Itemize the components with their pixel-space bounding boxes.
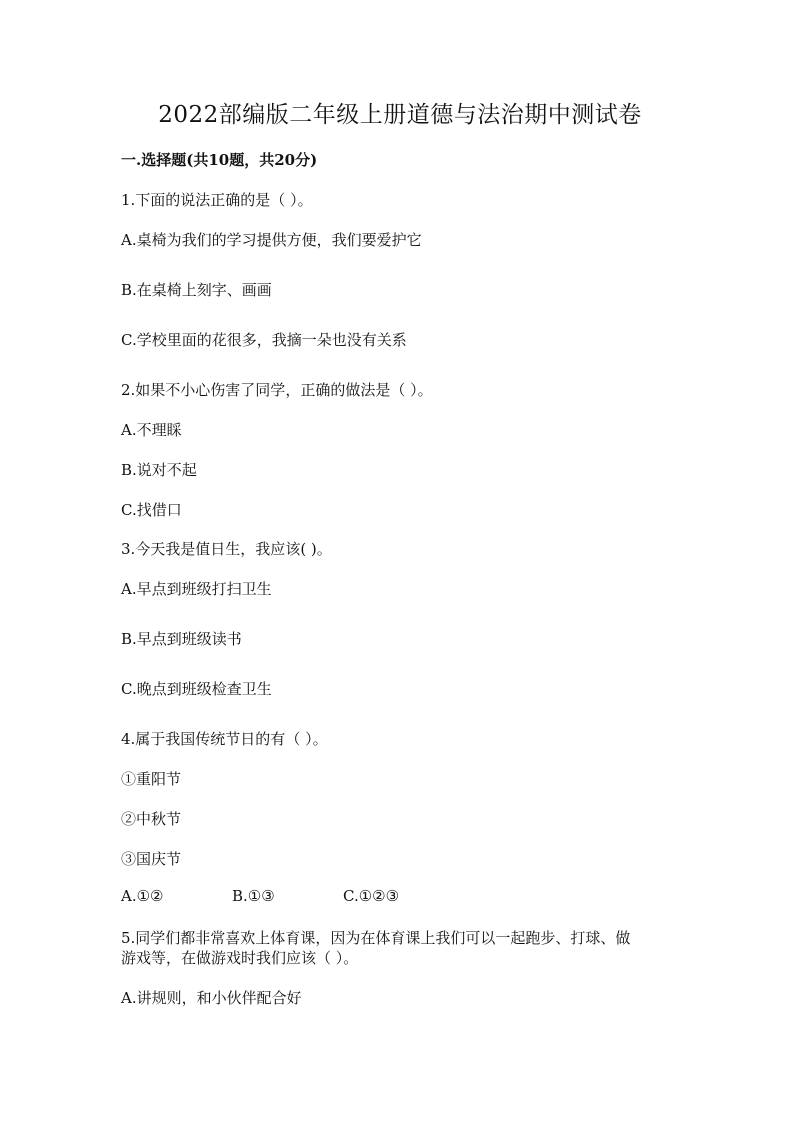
question-3-option-b: B.早点到班级读书 (121, 630, 242, 648)
question-4-option-b: B.①③ (232, 887, 275, 905)
question-4-stem: 4.属于我国传统节日的有（ ）。 (121, 730, 328, 748)
question-4-item-3: ③国庆节 (121, 850, 182, 868)
question-2-option-b: B.说对不起 (121, 461, 197, 479)
question-1-option-c: C.学校里面的花很多，我摘一朵也没有关系 (121, 331, 407, 349)
question-4-options (121, 887, 399, 905)
question-4-item-2: ②中秋节 (121, 810, 182, 828)
page-title: 2022部编版二年级上册道德与法治期中测试卷 (158, 102, 642, 128)
question-4-item-1: ①重阳节 (121, 770, 182, 788)
question-4-option-a: A.①② (121, 887, 164, 905)
question-2-stem: 2.如果不小心伤害了同学，正确的做法是（ ）。 (121, 381, 433, 399)
section-heading: 一.选择题(共10题，共20分) (121, 151, 318, 169)
question-3-stem: 3.今天我是值日生，我应该( )。 (121, 540, 332, 558)
question-5-stem-line-1: 5.同学们都非常喜欢上体育课，因为在体育课上我们可以一起跑步、打球、做 (121, 929, 631, 947)
question-2-option-c: C.找借口 (121, 501, 182, 519)
question-4-option-c: C.①②③ (343, 887, 400, 905)
question-2-option-a: A.不理睬 (121, 421, 182, 439)
question-5-option-a: A.讲规则，和小伙伴配合好 (121, 989, 302, 1007)
question-3-option-c: C.晚点到班级检查卫生 (121, 680, 272, 698)
question-5-stem-line-2: 游戏等，在做游戏时我们应该（ ）。 (121, 949, 359, 967)
question-3-option-a: A.早点到班级打扫卫生 (121, 580, 272, 598)
question-1-option-a: A.桌椅为我们的学习提供方便，我们要爱护它 (121, 231, 422, 249)
question-1-option-b: B.在桌椅上刻字、画画 (121, 281, 272, 299)
question-1-stem: 1.下面的说法正确的是（ ）。 (121, 191, 313, 209)
